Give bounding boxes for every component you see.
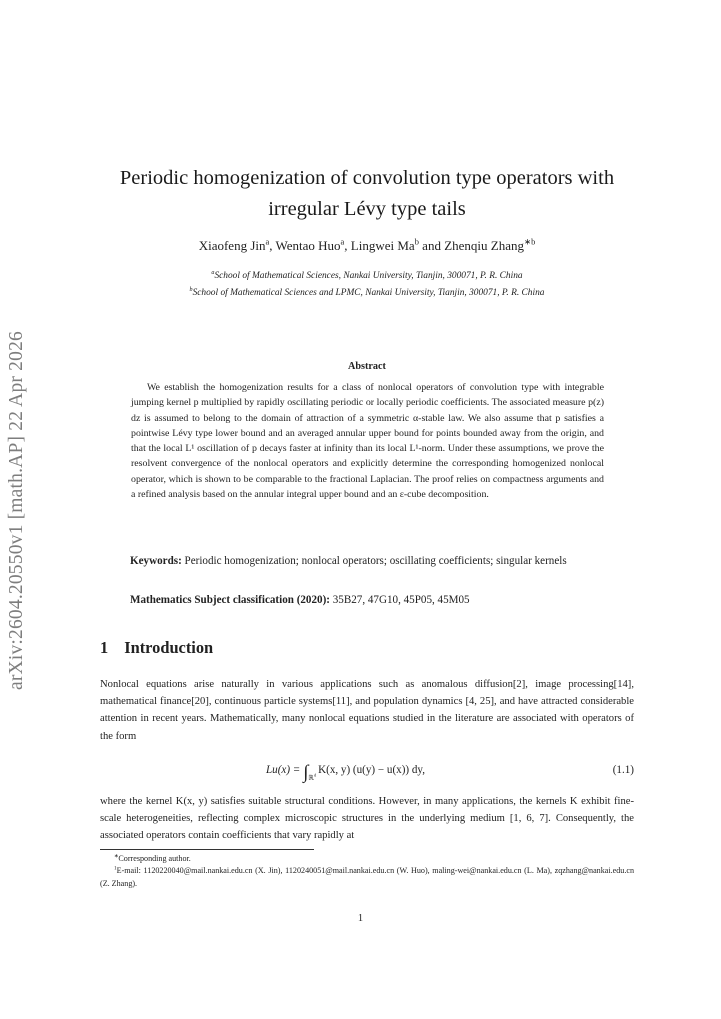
abstract-heading: Abstract <box>348 361 386 372</box>
footnote-rule <box>100 849 314 850</box>
equation-number: (1.1) <box>612 764 634 776</box>
section-title: Introduction <box>124 638 214 657</box>
paper-title <box>100 163 634 225</box>
equation-1-1 <box>100 762 634 786</box>
affiliation-b <box>100 288 634 298</box>
keywords <box>100 553 634 570</box>
author-name: Xiaofeng Jin <box>198 238 266 253</box>
footnote-mark: ∗ <box>114 853 119 860</box>
integral-domain-dim: d <box>313 772 317 778</box>
abstract-text: We establish the homogenization results for a class of nonlocal operators of convolution type with integrable jumping kernel p multiplied by rapidly oscillating periodic or locally periodic coefficients. The associated measure p(z) dz is assumed to belong to the domain of attraction of a symmetric α-stable law. We also assume that p satisfies a pointwise Lévy type lower bound and an averaged annular upper bound for points bounded away from the origin, and that the local L¹ oscillation of p decays faster at infinity than its local L¹-norm. Under these assumptions, we prove the resolvent convergence of the nonlocal operators and explicitly determine the corresponding homogenized nonlocal operator, which is shown to be comparable to the fractional Laplacian. The proof relies on compactness arguments and a refined analysis based on the annular integral upper bound and an ε-cube decomposition. <box>131 382 604 501</box>
equation-body <box>266 762 425 784</box>
title-line-1: Periodic homogenization of convolution type operators with <box>119 167 615 189</box>
affiliation-mark: a <box>211 269 215 276</box>
author-separator: , <box>344 238 351 253</box>
footnote-text: E-mail: 1120220040@mail.nankai.edu.cn (X. Jin), 1120240051@mail.nankai.edu.cn (W. Huo), maling-wei@nankai.edu.cn (L. Ma), zqzhang@nankai.edu.cn (Z. Zhang). <box>100 866 634 889</box>
author-name: Zhenqiu Zhang <box>444 238 524 253</box>
author-list <box>100 238 634 254</box>
author-affil-mark: a <box>340 236 345 247</box>
footnote-mark: 1 <box>114 865 117 872</box>
page-number: 1 <box>357 913 364 924</box>
author-separator: , <box>269 238 276 253</box>
msc-classification <box>130 594 470 606</box>
section-number: 1 <box>100 638 109 657</box>
author-name: Wentao Huo <box>275 238 341 253</box>
footnote-email <box>100 864 634 890</box>
affiliation-text: School of Mathematical Sciences, Nankai University, Tianjin, 300071, P. R. China <box>214 271 523 281</box>
affiliation-mark: b <box>189 286 193 293</box>
msc-codes: 35B27, 47G10, 45P05, 45M05 <box>332 594 470 606</box>
section-heading <box>100 638 213 658</box>
author-affil-mark: b <box>414 236 419 247</box>
integral-domain <box>308 774 316 782</box>
equation-rhs: K(x, y) (u(y) − u(x)) dy, <box>318 764 426 776</box>
intro-paragraph-1: Nonlocal equations arise naturally in various applications such as anomalous diffusion[2], image processing[14], mathematical finance[20], continuous particle systems[11], and population dynamics [4, 25], and have attracted considerable attention in recent years. Mathematically, many nonlocal equations studied in the literature are associated with operators of the form <box>100 679 634 742</box>
integral-sign: ∫ <box>303 762 309 783</box>
title-line-2: irregular Lévy type tails <box>268 198 466 220</box>
author-separator: and <box>418 238 445 253</box>
author-affil-mark: ∗b <box>524 236 536 247</box>
keywords-label: Keywords: <box>130 555 182 567</box>
integral-domain-base: ℝ <box>308 774 314 782</box>
affiliation-a <box>100 271 634 281</box>
footnote-text: Corresponding author. <box>118 854 191 863</box>
arxiv-identifier: arXiv:2604.20550v1 [math.AP] 22 Apr 2026 <box>6 331 27 690</box>
msc-label: Mathematics Subject classification (2020): <box>130 594 330 606</box>
affiliation-text: School of Mathematical Sciences and LPMC, Nankai University, Tianjin, 300071, P. R. China <box>192 288 545 298</box>
author-affil-mark: a <box>265 236 270 247</box>
author-name: Lingwei Ma <box>350 238 415 253</box>
keywords-text: Periodic homogenization; nonlocal operators; oscillating coefficients; singular kernels <box>184 555 567 567</box>
intro-paragraph-2: where the kernel K(x, y) satisfies suitable structural conditions. However, in many applications, the kernels K exhibit fine-scale heterogeneities, reflecting complex microscopic structures in the underlying medium [1, 6, 7]. Consequently, the associated operators contain coefficients that vary rapidly at <box>100 796 634 842</box>
equation-lhs: Lu(x) = <box>266 764 304 776</box>
